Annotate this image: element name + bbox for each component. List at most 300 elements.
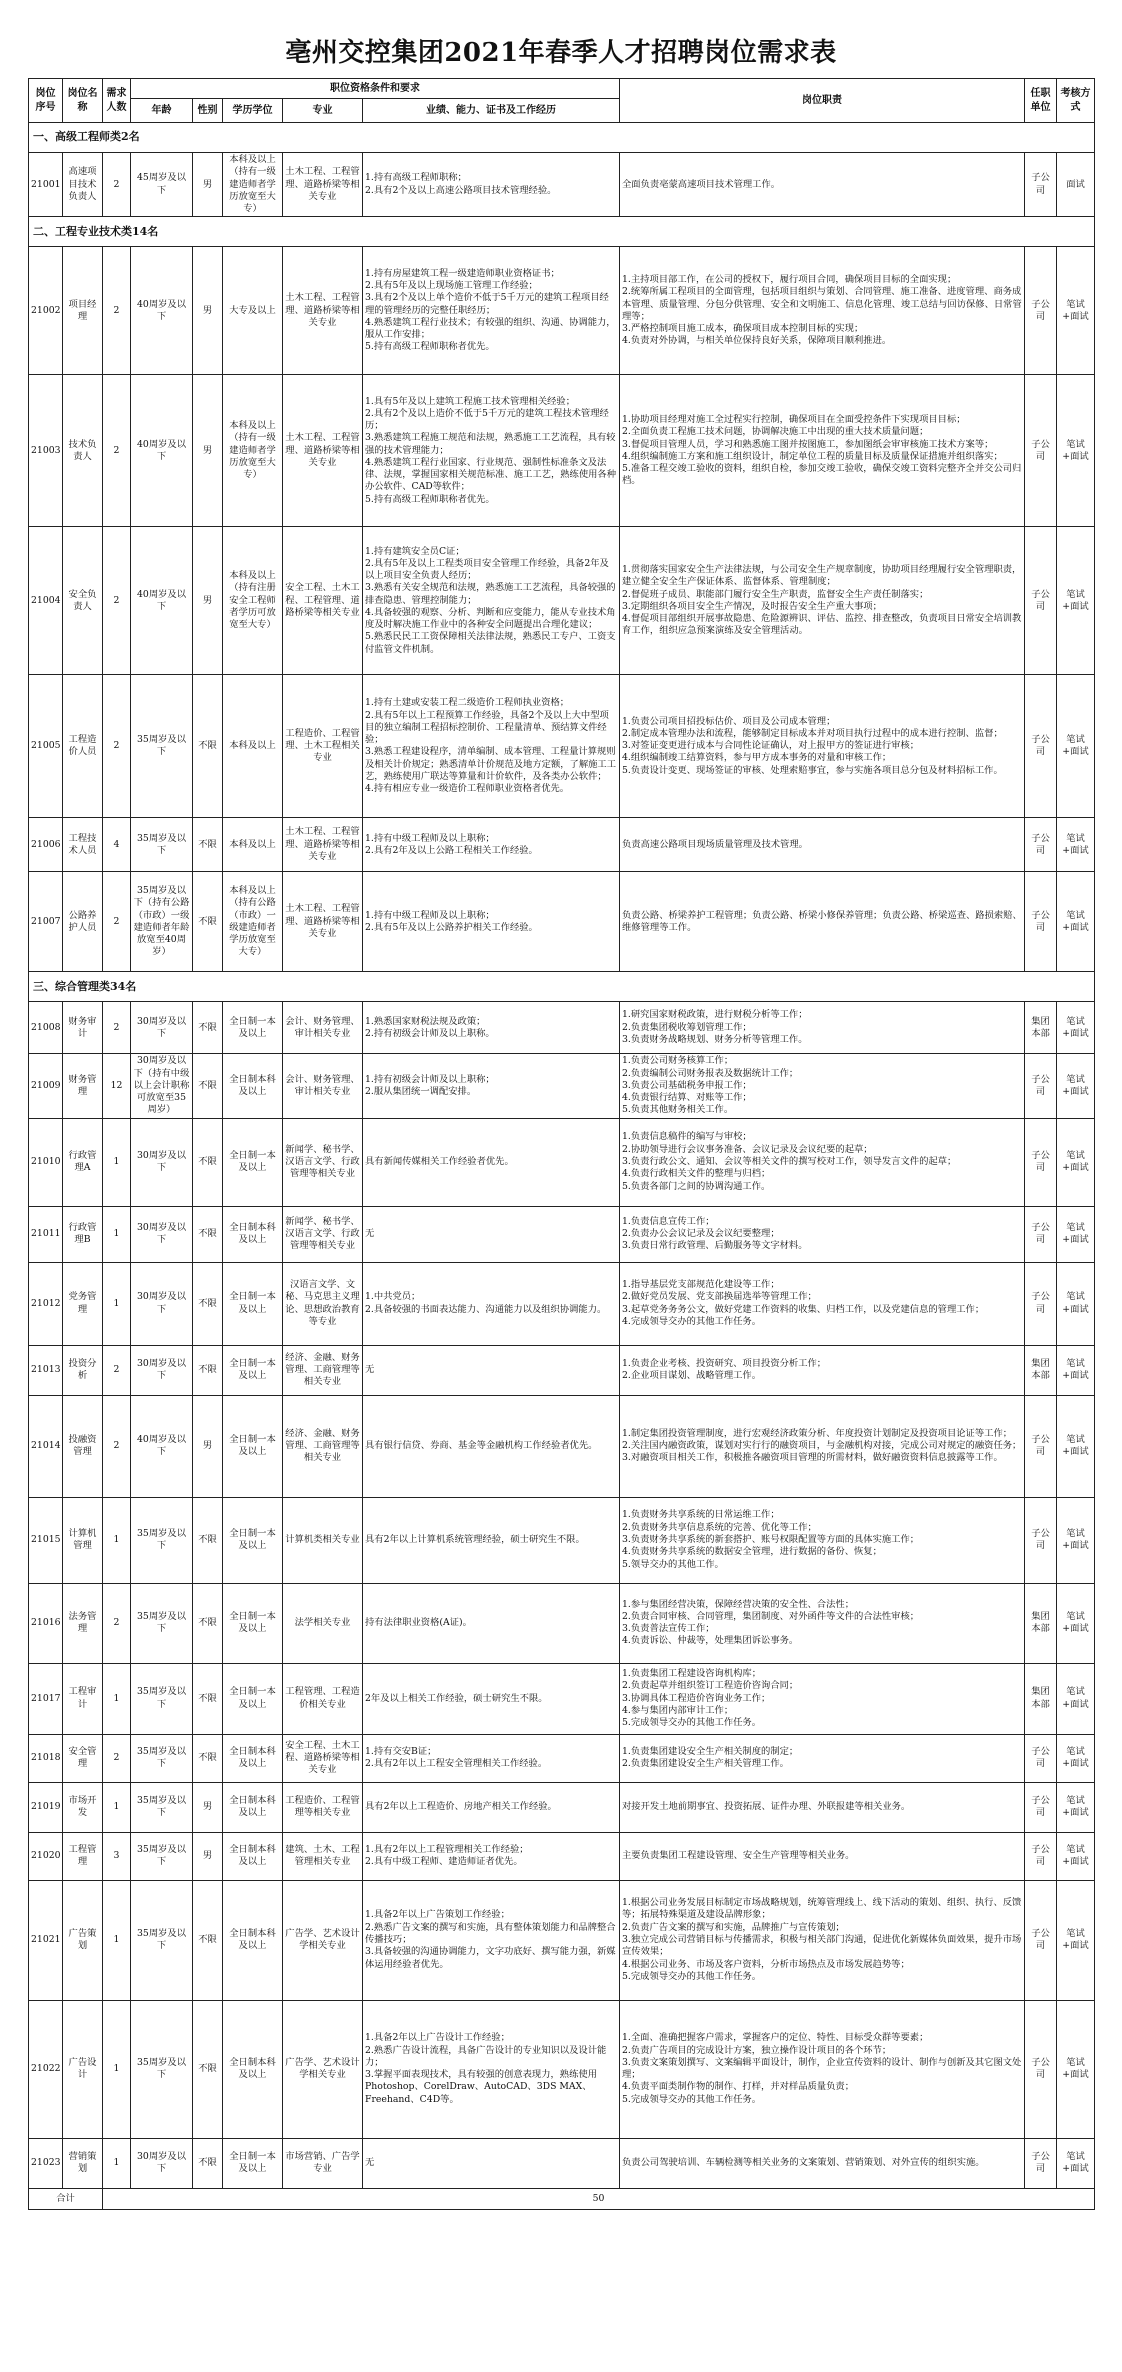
cell-age: 35周岁及以下	[131, 1583, 193, 1663]
cell-exam: 笔试+面试	[1057, 1345, 1095, 1395]
cell-count: 4	[103, 818, 131, 872]
cell-id: 21009	[29, 1054, 63, 1118]
cell-count: 1	[103, 1782, 131, 1832]
cell-id: 21004	[29, 527, 63, 675]
cell-exam: 笔试+面试	[1057, 1663, 1095, 1734]
cell-major: 工程造价、工程管理、土木工程相关专业	[283, 675, 363, 818]
header-duty: 岗位职责	[620, 79, 1025, 123]
cell-age: 30周岁及以下	[131, 1262, 193, 1345]
cell-perf: 1.持有高级工程师职称； 2.具有2个及以上高速公路项目技术管理经验。	[363, 153, 620, 217]
cell-age: 30周岁及以下	[131, 1206, 193, 1262]
cell-gender: 不限	[193, 1583, 223, 1663]
cell-exam: 笔试+面试	[1057, 1832, 1095, 1880]
cell-unit: 集团本部	[1025, 1345, 1057, 1395]
cell-major: 广告学、艺术设计学相关专业	[283, 2000, 363, 2138]
cell-duty: 1.负责信息宣传工作； 2.负责办公会议记录及会议纪要整理； 3.负责日常行政管理、后勤服务等文字材料。	[620, 1206, 1025, 1262]
total-value: 50	[103, 2188, 1095, 2209]
cell-age: 30周岁及以下（持有中级以上会计职称可放宽至35周岁）	[131, 1054, 193, 1118]
cell-edu: 本科及以上（持有注册安全工程师者学历可放宽至大专）	[223, 527, 283, 675]
cell-exam: 笔试+面试	[1057, 675, 1095, 818]
cell-exam: 笔试+面试	[1057, 527, 1095, 675]
cell-count: 1	[103, 1206, 131, 1262]
cell-exam: 笔试+面试	[1057, 1206, 1095, 1262]
cell-gender: 不限	[193, 872, 223, 972]
cell-count: 2	[103, 1345, 131, 1395]
cell-count: 2	[103, 527, 131, 675]
cell-major: 土木工程、工程管理、道路桥梁等相关专业	[283, 872, 363, 972]
cell-edu: 全日制一本及以上	[223, 1497, 283, 1583]
cell-unit: 子公司	[1025, 1262, 1057, 1345]
cell-id: 21007	[29, 872, 63, 972]
cell-age: 40周岁及以下	[131, 1395, 193, 1497]
cell-major: 新闻学、秘书学、汉语言文学、行政管理等相关专业	[283, 1118, 363, 1206]
cell-duty: 1.全面、准确把握客户需求，掌握客户的定位、特性、目标受众群等要素； 2.负责广告项目的完成设计方案，独立操作设计项目的各个环节； 3.负责文案策划撰写、文案编辑平面设计，制作，企业宣传资料的设计、制作与创新及其它图文处理； 4.负责平面类制作物的制作、打样，并对样品质量负责； 5.完成领导交办的其他工作任务。	[620, 2000, 1025, 2138]
table-row	[29, 1663, 1095, 1734]
cell-count: 1	[103, 1118, 131, 1206]
cell-edu: 全日制本科及以上	[223, 1206, 283, 1262]
cell-duty: 负责公司驾驶培训、车辆检测等相关业务的文案策划、营销策划、对外宣传的组织实施。	[620, 2138, 1025, 2188]
cell-age: 35周岁及以下	[131, 675, 193, 818]
cell-edu: 全日制本科及以上	[223, 1782, 283, 1832]
table-row	[29, 1002, 1095, 1054]
cell-id: 21010	[29, 1118, 63, 1206]
cell-id: 21001	[29, 153, 63, 217]
cell-id: 21002	[29, 247, 63, 375]
cell-unit: 子公司	[1025, 375, 1057, 527]
cell-perf: 1.中共党员； 2.具备较强的书面表达能力、沟通能力以及组织协调能力。	[363, 1262, 620, 1345]
cell-gender: 不限	[193, 2138, 223, 2188]
cell-exam: 笔试+面试	[1057, 375, 1095, 527]
cell-name: 营销策划	[63, 2138, 103, 2188]
section-title: 三、综合管理类34名	[29, 972, 1095, 1002]
cell-exam: 笔试+面试	[1057, 1395, 1095, 1497]
cell-exam: 笔试+面试	[1057, 2000, 1095, 2138]
cell-count: 12	[103, 1054, 131, 1118]
cell-duty: 1.根据公司业务发展目标制定市场战略规划，统筹管理线上、线下活动的策划、组织、执行、反馈等；拓展特殊渠道及建设品牌形象； 2.负责广告文案的撰写和实施，品牌推广与宣传策划； 3.独立完成公司营销目标与传播需求，积极与相关部门沟通，促进优化新媒体负面效果，提升市场宣传效果； 4.根据公司业务、市场及客户资料，分析市场热点及市场发展趋势等； 5.完成领导交办的其他工作任务。	[620, 1880, 1025, 2000]
cell-exam: 笔试+面试	[1057, 818, 1095, 872]
cell-id: 21021	[29, 1880, 63, 2000]
cell-perf: 1.具备2年以上广告策划工作经验； 2.熟悉广告文案的撰写和实施，具有整体策划能力和品牌整合传播技巧； 3.具备较强的沟通协调能力，文字功底好、撰写能力强，新媒体运用经验者优先。	[363, 1880, 620, 2000]
cell-name: 行政管理B	[63, 1206, 103, 1262]
cell-edu: 本科及以上（持有公路（市政）一级建造师者学历放宽至大专）	[223, 872, 283, 972]
cell-count: 1	[103, 1880, 131, 2000]
header-perf: 业绩、能力、证书及工作经历	[363, 99, 620, 123]
cell-unit: 集团本部	[1025, 1002, 1057, 1054]
header-qual-group: 职位资格条件和要求	[131, 79, 620, 99]
cell-duty: 1.协助项目经理对施工全过程实行控制，确保项目在全面受控条件下实现项目目标； 2.全面负责工程施工技术问题，协调解决施工中出现的重大技术质量问题； 3.督促项目管理人员，学习和熟悉施工图并按图施工，参加图纸会审审核施工技术方案等； 4.组织编制施工方案和施工组织设计，制定单位工程的质量目标及质量保证措施并组织落实； 5.准备工程交竣工验收的资料，组织自检，参加交竣工验收，确保交竣工资料完整齐全并交公司归档。	[620, 375, 1025, 527]
section-title: 一、高级工程师类2名	[29, 123, 1095, 153]
cell-major: 经济、金融、财务管理、工商管理等相关专业	[283, 1395, 363, 1497]
cell-perf: 具有银行信贷、券商、基金等金融机构工作经验者优先。	[363, 1395, 620, 1497]
cell-count: 1	[103, 1262, 131, 1345]
cell-major: 计算机类相关专业	[283, 1497, 363, 1583]
cell-major: 广告学、艺术设计学相关专业	[283, 1880, 363, 2000]
cell-age: 30周岁及以下	[131, 1118, 193, 1206]
cell-major: 经济、金融、财务管理、工商管理等相关专业	[283, 1345, 363, 1395]
cell-unit: 集团本部	[1025, 1663, 1057, 1734]
page-title: 亳州交控集团2021年春季人才招聘岗位需求表	[285, 38, 837, 68]
cell-name: 投资分析	[63, 1345, 103, 1395]
cell-unit: 子公司	[1025, 527, 1057, 675]
cell-unit: 子公司	[1025, 1880, 1057, 2000]
cell-id: 21005	[29, 675, 63, 818]
cell-major: 工程造价、工程管理等相关专业	[283, 1782, 363, 1832]
cell-name: 工程造价人员	[63, 675, 103, 818]
table-row	[29, 1832, 1095, 1880]
cell-age: 35周岁及以下	[131, 1880, 193, 2000]
cell-perf: 1.持有建筑安全员C证； 2.具有5年及以上工程类项目安全管理工作经验，具备2年及以上项目安全负责人经历； 3.熟悉有关安全规范和法规，熟悉施工工艺流程，具备较强的排查隐患、管理控制能力； 4.具备较强的观察、分析、判断和应变能力，能从专业技术角度及时解决施工作业中的各种安全问题提出合理化建议； 5.熟悉民民工工资保障相关法律法规，熟悉民工专户、工资支付监管文件机制。	[363, 527, 620, 675]
section-row	[29, 972, 1095, 1002]
cell-unit: 子公司	[1025, 1832, 1057, 1880]
cell-perf: 无	[363, 2138, 620, 2188]
cell-edu: 本科及以上	[223, 675, 283, 818]
section-title: 二、工程专业技术类14名	[29, 217, 1095, 247]
table-row	[29, 1054, 1095, 1118]
cell-gender: 不限	[193, 675, 223, 818]
header-unit: 任职单位	[1025, 79, 1057, 123]
header-edu: 学历学位	[223, 99, 283, 123]
cell-edu: 全日制一本及以上	[223, 1345, 283, 1395]
cell-major: 新闻学、秘书学、汉语言文学、行政管理等相关专业	[283, 1206, 363, 1262]
cell-age: 40周岁及以下	[131, 375, 193, 527]
cell-edu: 全日制一本及以上	[223, 2138, 283, 2188]
cell-unit: 子公司	[1025, 1054, 1057, 1118]
cell-count: 2	[103, 1734, 131, 1782]
cell-major: 安全工程、土木工程、道路桥梁等相关专业	[283, 1734, 363, 1782]
cell-major: 法学相关专业	[283, 1583, 363, 1663]
table-row	[29, 247, 1095, 375]
cell-exam: 笔试+面试	[1057, 2138, 1095, 2188]
cell-gender: 不限	[193, 1880, 223, 2000]
cell-count: 2	[103, 153, 131, 217]
cell-major: 土木工程、工程管理、道路桥梁等相关专业	[283, 818, 363, 872]
table-row	[29, 1734, 1095, 1782]
header-gender: 性别	[193, 99, 223, 123]
cell-gender: 不限	[193, 2000, 223, 2138]
cell-perf: 1.持有中级工程师及以上职称； 2.具有2年及以上公路工程相关工作经验。	[363, 818, 620, 872]
cell-name: 党务管理	[63, 1262, 103, 1345]
cell-count: 1	[103, 1663, 131, 1734]
cell-duty: 1.负责企业考核、投资研究、项目投资分析工作； 2.企业项目谋划、战略管理工作。	[620, 1345, 1025, 1395]
cell-major: 工程管理、工程造价相关专业	[283, 1663, 363, 1734]
cell-duty: 1.指导基层党支部规范化建设等工作； 2.做好党员发展、党支部换届选举等管理工作； 3.起草党务务务公文，做好党建工作资料的收集、归档工作，以及党建信息的管理工作； 4.完成领导交办的其他工作任务。	[620, 1262, 1025, 1345]
cell-perf: 1.具有5年及以上建筑工程施工技术管理相关经验； 2.具有2个及以上造价不低于5千万元的建筑工程技术管理经历； 3.熟悉建筑工程施工规范和法规，熟悉施工工艺流程，具有较强的技术管理能力； 4.熟悉建筑工程行业国家、行业规范、强制性标准条文及法律、法规，掌握国家相关规范标准、施工工艺，熟练使用各种办公软件、CAD等软件； 5.持有高级工程师职称者优先。	[363, 375, 620, 527]
cell-id: 21006	[29, 818, 63, 872]
cell-edu: 全日制本科及以上	[223, 1734, 283, 1782]
cell-name: 工程管理	[63, 1832, 103, 1880]
cell-gender: 不限	[193, 1118, 223, 1206]
cell-gender: 不限	[193, 1497, 223, 1583]
table-row	[29, 1782, 1095, 1832]
cell-perf: 持有法律职业资格(A证)。	[363, 1583, 620, 1663]
cell-age: 35周岁及以下（持有公路（市政）一级建造师者年龄放宽至40周岁）	[131, 872, 193, 972]
cell-name: 财务管理	[63, 1054, 103, 1118]
cell-gender: 不限	[193, 818, 223, 872]
cell-unit: 子公司	[1025, 1782, 1057, 1832]
cell-name: 投融资管理	[63, 1395, 103, 1497]
cell-name: 工程技术人员	[63, 818, 103, 872]
table-row	[29, 872, 1095, 972]
cell-gender: 不限	[193, 1345, 223, 1395]
cell-exam: 笔试+面试	[1057, 872, 1095, 972]
table-row	[29, 1880, 1095, 2000]
cell-unit: 子公司	[1025, 872, 1057, 972]
cell-id: 21012	[29, 1262, 63, 1345]
cell-perf: 1.具有2年以上工程管理相关工作经验； 2.具有中级工程师、建造师证者优先。	[363, 1832, 620, 1880]
header-seq: 岗位序号	[29, 79, 63, 123]
cell-age: 35周岁及以下	[131, 1663, 193, 1734]
cell-id: 21017	[29, 1663, 63, 1734]
cell-major: 安全工程、土木工程、工程管理、道路桥梁等相关专业	[283, 527, 363, 675]
cell-exam: 笔试+面试	[1057, 1782, 1095, 1832]
cell-perf: 1.持有交安B证； 2.具有2年以上工程安全管理相关工作经验。	[363, 1734, 620, 1782]
cell-name: 行政管理A	[63, 1118, 103, 1206]
cell-perf: 1.持有房屋建筑工程一级建造师职业资格证书； 2.具有5年及以上现场施工管理工作经验； 3.具有2个及以上单个造价不低于5千万元的建筑工程项目经理的管理经历的完整任职经历； 4.熟悉建筑工程行业技术；有较强的组织、沟通、协调能力，服从工作安排； 5.持有高级工程师职称者优先。	[363, 247, 620, 375]
section-row	[29, 217, 1095, 247]
cell-exam: 笔试+面试	[1057, 1118, 1095, 1206]
cell-count: 2	[103, 1395, 131, 1497]
cell-age: 35周岁及以下	[131, 1832, 193, 1880]
cell-count: 2	[103, 675, 131, 818]
cell-edu: 本科及以上（持有一级建造师者学历放宽至大专）	[223, 153, 283, 217]
recruitment-table	[28, 78, 1095, 2210]
cell-edu: 本科及以上	[223, 818, 283, 872]
cell-perf: 无	[363, 1206, 620, 1262]
cell-name: 工程审计	[63, 1663, 103, 1734]
cell-id: 21018	[29, 1734, 63, 1782]
cell-exam: 笔试+面试	[1057, 1497, 1095, 1583]
cell-duty: 1.参与集团经营决策，保障经营决策的安全性、合法性； 2.负责合同审核、合同管理，集团制度、对外函件等文件的合法性审核； 3.负责普法宣传工作； 4.负责诉讼、仲裁等，处理集团诉讼事务。	[620, 1583, 1025, 1663]
cell-perf: 2年及以上相关工作经验，硕士研究生不限。	[363, 1663, 620, 1734]
cell-name: 安全管理	[63, 1734, 103, 1782]
cell-gender: 男	[193, 153, 223, 217]
table-row	[29, 1262, 1095, 1345]
cell-unit: 子公司	[1025, 1395, 1057, 1497]
cell-major: 会计、财务管理、审计相关专业	[283, 1002, 363, 1054]
header-name: 岗位名称	[63, 79, 103, 123]
cell-exam: 笔试+面试	[1057, 1583, 1095, 1663]
cell-exam: 笔试+面试	[1057, 1734, 1095, 1782]
cell-id: 21019	[29, 1782, 63, 1832]
cell-count: 3	[103, 1832, 131, 1880]
cell-unit: 子公司	[1025, 1118, 1057, 1206]
cell-id: 21023	[29, 2138, 63, 2188]
cell-duty: 1.贯彻落实国家安全生产法律法规，与公司安全生产规章制度，协助项目经理履行安全管理职责，建立健全安全生产保证体系、监督体系、管理制度； 2.督促班子成员、职能部门履行安全生产职责，监督安全生产责任制落实； 3.定期组织各项目安全生产情况，及时报告安全生产重大事项； 4.督促项目部组织开展事故隐患、危险源辨识、评估、监控、排查整改，负责项目日常安全培训教育工作，组织应急预案演练及安全管理活动。	[620, 527, 1025, 675]
table-row	[29, 1395, 1095, 1497]
cell-name: 法务管理	[63, 1583, 103, 1663]
cell-id: 21003	[29, 375, 63, 527]
cell-duty: 1.制定集团投资管理制度，进行宏观经济政策分析、年度投资计划制定及投资项目论证等工作； 2.关注国内融资政策，谋划对实行行的融资项目，与金融机构对接，完成公司对规定的融资任务； 3.对融资项目相关工作，积极推各融资项目管理的所需材料，做好融资资料信息披露等工作。	[620, 1395, 1025, 1497]
cell-major: 汉语言文学、文秘、马克思主义理论、思想政治教育等专业	[283, 1262, 363, 1345]
cell-name: 项目经理	[63, 247, 103, 375]
cell-age: 35周岁及以下	[131, 1782, 193, 1832]
cell-perf: 1.持有初级会计师及以上职称； 2.服从集团统一调配安排。	[363, 1054, 620, 1118]
cell-id: 21014	[29, 1395, 63, 1497]
cell-count: 2	[103, 872, 131, 972]
cell-id: 21020	[29, 1832, 63, 1880]
cell-name: 技术负责人	[63, 375, 103, 527]
cell-edu: 全日制一本及以上	[223, 1663, 283, 1734]
cell-count: 2	[103, 247, 131, 375]
cell-major: 土木工程、工程管理、道路桥梁等相关专业	[283, 375, 363, 527]
cell-age: 30周岁及以下	[131, 1345, 193, 1395]
cell-age: 40周岁及以下	[131, 247, 193, 375]
cell-age: 35周岁及以下	[131, 1497, 193, 1583]
table-row	[29, 1583, 1095, 1663]
cell-edu: 全日制一本及以上	[223, 1583, 283, 1663]
cell-duty: 1.负责集团建设安全生产相关制度的制定； 2.负责集团建设安全生产相关管理工作。	[620, 1734, 1025, 1782]
cell-edu: 全日制一本及以上	[223, 1262, 283, 1345]
cell-count: 2	[103, 1002, 131, 1054]
cell-major: 土木工程、工程管理、道路桥梁等相关专业	[283, 247, 363, 375]
cell-gender: 男	[193, 527, 223, 675]
cell-duty: 1.研究国家财税政策，进行财税分析等工作； 2.负责集团税收筹划管理工作； 3.负责财务战略规划、财务分析等管理工作。	[620, 1002, 1025, 1054]
cell-age: 35周岁及以下	[131, 818, 193, 872]
cell-perf: 1.持有中级工程师及以上职称； 2.具有5年及以上公路养护相关工作经验。	[363, 872, 620, 972]
cell-age: 45周岁及以下	[131, 153, 193, 217]
cell-name: 广告设计	[63, 2000, 103, 2138]
cell-name: 安全负责人	[63, 527, 103, 675]
cell-count: 2	[103, 1583, 131, 1663]
cell-edu: 大专及以上	[223, 247, 283, 375]
cell-duty: 主要负责集团工程建设管理、安全生产管理等相关业务。	[620, 1832, 1025, 1880]
cell-gender: 不限	[193, 1734, 223, 1782]
cell-gender: 不限	[193, 1262, 223, 1345]
cell-name: 高速项目技术负责人	[63, 153, 103, 217]
cell-edu: 全日制本科及以上	[223, 1054, 283, 1118]
cell-edu: 全日制本科及以上	[223, 1832, 283, 1880]
cell-gender: 男	[193, 375, 223, 527]
table-body	[29, 123, 1095, 2210]
table-row	[29, 1497, 1095, 1583]
cell-gender: 男	[193, 1832, 223, 1880]
cell-id: 21008	[29, 1002, 63, 1054]
cell-count: 1	[103, 2138, 131, 2188]
cell-duty: 1.负责公司项目招投标估价、项目及公司成本管理； 2.制定成本管理办法和流程，能够制定目标成本并对项目执行过程中的成本进行控制、监督； 3.对签证变更进行成本与合同性论证确认，对上报甲方的签证进行审核； 4.组织编制竣工结算资料，参与甲方成本事务的对量和审核工作； 5.负责设计变更、现场签证的审核、处理索赔事宜，参与实施各项目总分包及材料招标工作。	[620, 675, 1025, 818]
cell-unit: 子公司	[1025, 675, 1057, 818]
cell-perf: 具有2年以上计算机系统管理经验，硕士研究生不限。	[363, 1497, 620, 1583]
cell-name: 财务审计	[63, 1002, 103, 1054]
cell-edu: 全日制一本及以上	[223, 1395, 283, 1497]
cell-unit: 子公司	[1025, 153, 1057, 217]
total-label: 合计	[29, 2188, 103, 2209]
cell-name: 公路养护人员	[63, 872, 103, 972]
cell-perf: 具有新闻传媒相关工作经验者优先。	[363, 1118, 620, 1206]
cell-name: 市场开发	[63, 1782, 103, 1832]
cell-unit: 子公司	[1025, 1206, 1057, 1262]
table-row	[29, 527, 1095, 675]
cell-exam: 笔试+面试	[1057, 1002, 1095, 1054]
header-exam: 考核方式	[1057, 79, 1095, 123]
cell-age: 35周岁及以下	[131, 2000, 193, 2138]
cell-unit: 子公司	[1025, 2138, 1057, 2188]
table-row	[29, 153, 1095, 217]
cell-id: 21015	[29, 1497, 63, 1583]
cell-gender: 不限	[193, 1002, 223, 1054]
cell-duty: 负责高速公路项目现场质量管理及技术管理。	[620, 818, 1025, 872]
table-row	[29, 675, 1095, 818]
table-row	[29, 2000, 1095, 2138]
cell-perf: 无	[363, 1345, 620, 1395]
table-row	[29, 1206, 1095, 1262]
cell-edu: 本科及以上（持有一级建造师者学历放宽至大专）	[223, 375, 283, 527]
section-row	[29, 123, 1095, 153]
header-age: 年龄	[131, 99, 193, 123]
cell-edu: 全日制一本及以上	[223, 1002, 283, 1054]
cell-unit: 子公司	[1025, 247, 1057, 375]
cell-duty: 全面负责亳蒙高速项目技术管理工作。	[620, 153, 1025, 217]
cell-exam: 笔试+面试	[1057, 1262, 1095, 1345]
cell-duty: 1.负责集团工程建设咨询机构库； 2.负责起草并组织签订工程造价咨询合同； 3.协调具体工程造价咨询业务工作； 4.参与集团内部审计工作； 5.完成领导交办的其他工作任务。	[620, 1663, 1025, 1734]
table-row	[29, 818, 1095, 872]
cell-perf: 1.持有土建或安装工程二级造价工程师执业资格； 2.具有5年以上工程预算工作经验，具备2个及以上大中型项目的独立编制工程招标控制价、工程量清单、预结算文件经验； 3.熟悉工程建设程序，清单编制、成本管理、工程量计算规则及相关计价规定；熟悉清单计价规范及地方定额，了解施工工艺，熟练使用广联达等算量和计价软件，及各类办公软件； 4.持有相应专业一级造价工程师职业资格者优先。	[363, 675, 620, 818]
cell-count: 1	[103, 2000, 131, 2138]
cell-exam: 面试	[1057, 153, 1095, 217]
cell-id: 21016	[29, 1583, 63, 1663]
cell-exam: 笔试+面试	[1057, 1880, 1095, 2000]
cell-duty: 对接开发土地前期事宜、投资拓展、证件办理、外联报建等相关业务。	[620, 1782, 1025, 1832]
cell-exam: 笔试+面试	[1057, 247, 1095, 375]
cell-duty: 1.负责财务共享系统的日常运维工作； 2.负责财务共享信息系统的完善、优化等工作； 3.负责财务共享系统的新套搭护、账号权限配置等方面的具体实施工作； 4.负责财务共享系统的数据安全管理，进行数据的备份、恢复； 5.领导交办的其他工作。	[620, 1497, 1025, 1583]
cell-count: 2	[103, 375, 131, 527]
cell-unit: 集团本部	[1025, 1583, 1057, 1663]
cell-major: 会计、财务管理、审计相关专业	[283, 1054, 363, 1118]
cell-major: 市场营销、广告学专业	[283, 2138, 363, 2188]
cell-duty: 1.负责公司财务核算工作； 2.负责编制公司财务报表及数据统计工作； 3.负责公司基础税务申报工作； 4.负责银行结算、对账等工作； 5.负责其他财务相关工作。	[620, 1054, 1025, 1118]
cell-id: 21022	[29, 2000, 63, 2138]
table-row	[29, 375, 1095, 527]
cell-exam: 笔试+面试	[1057, 1054, 1095, 1118]
cell-name: 计算机管理	[63, 1497, 103, 1583]
cell-unit: 子公司	[1025, 1734, 1057, 1782]
cell-age: 40周岁及以下	[131, 527, 193, 675]
cell-duty: 1.主持项目部工作，在公司的授权下，履行项目合同，确保项目目标的全面实现； 2.统筹所属工程项目的全面管理，包括项目组织与策划、合同管理、施工准备、进度管理、商务成本管理、质量管理、分包分供管理、安全和文明施工、信息化管理、竣工总结与回访保修、日常管理等； 3.严格控制项目施工成本，确保项目成本控制目标的实现； 4.负责对外协调，与相关单位保持良好关系，保障项目顺利推进。	[620, 247, 1025, 375]
cell-age: 30周岁及以下	[131, 2138, 193, 2188]
cell-gender: 男	[193, 1782, 223, 1832]
cell-major: 土木工程、工程管理、道路桥梁等相关专业	[283, 153, 363, 217]
cell-perf: 具有2年以上工程造价、房地产相关工作经验。	[363, 1782, 620, 1832]
cell-id: 21011	[29, 1206, 63, 1262]
cell-count: 1	[103, 1497, 131, 1583]
cell-edu: 全日制一本及以上	[223, 1118, 283, 1206]
cell-gender: 男	[193, 1395, 223, 1497]
cell-unit: 子公司	[1025, 1497, 1057, 1583]
cell-age: 35周岁及以下	[131, 1734, 193, 1782]
cell-unit: 子公司	[1025, 818, 1057, 872]
cell-major: 建筑、土木、工程管理相关专业	[283, 1832, 363, 1880]
cell-duty: 1.负责信息稿件的编写与审校； 2.协助领导进行会议事务准备、会议记录及会议纪要的起草； 3.负责行政公文、通知、会议等相关文件的撰写校对工作，领导发言文件的起草； 4.负责行政相关文件的整理与归档； 5.负责各部门之间的协调沟通工作。	[620, 1118, 1025, 1206]
table-row	[29, 1345, 1095, 1395]
cell-id: 21013	[29, 1345, 63, 1395]
cell-gender: 不限	[193, 1663, 223, 1734]
cell-edu: 全日制本科及以上	[223, 2000, 283, 2138]
cell-perf: 1.具备2年以上广告设计工作经验； 2.熟悉广告设计流程，具备广告设计的专业知识以及设计能力； 3.掌握平面表现技术，具有较强的创意表现力，熟练使用Photoshop、CorelDraw、AutoCAD、3DS MAX、Freehand、C4D等。	[363, 2000, 620, 2138]
cell-gender: 不限	[193, 1054, 223, 1118]
cell-unit: 子公司	[1025, 2000, 1057, 2138]
cell-edu: 全日制本科及以上	[223, 1880, 283, 2000]
header-major: 专业	[283, 99, 363, 123]
cell-perf: 1.熟悉国家财税法规及政策； 2.持有初级会计师及以上职称。	[363, 1002, 620, 1054]
table-row	[29, 1118, 1095, 1206]
total-row	[29, 2188, 1095, 2209]
cell-gender: 男	[193, 247, 223, 375]
cell-name: 广告策划	[63, 1880, 103, 2000]
cell-gender: 不限	[193, 1206, 223, 1262]
header-count: 需求人数	[103, 79, 131, 123]
cell-duty: 负责公路、桥梁养护工程管理；负责公路、桥梁小修保养管理；负责公路、桥梁巡查、路损索赔、维修管理等工作。	[620, 872, 1025, 972]
cell-age: 30周岁及以下	[131, 1002, 193, 1054]
table-row	[29, 2138, 1095, 2188]
